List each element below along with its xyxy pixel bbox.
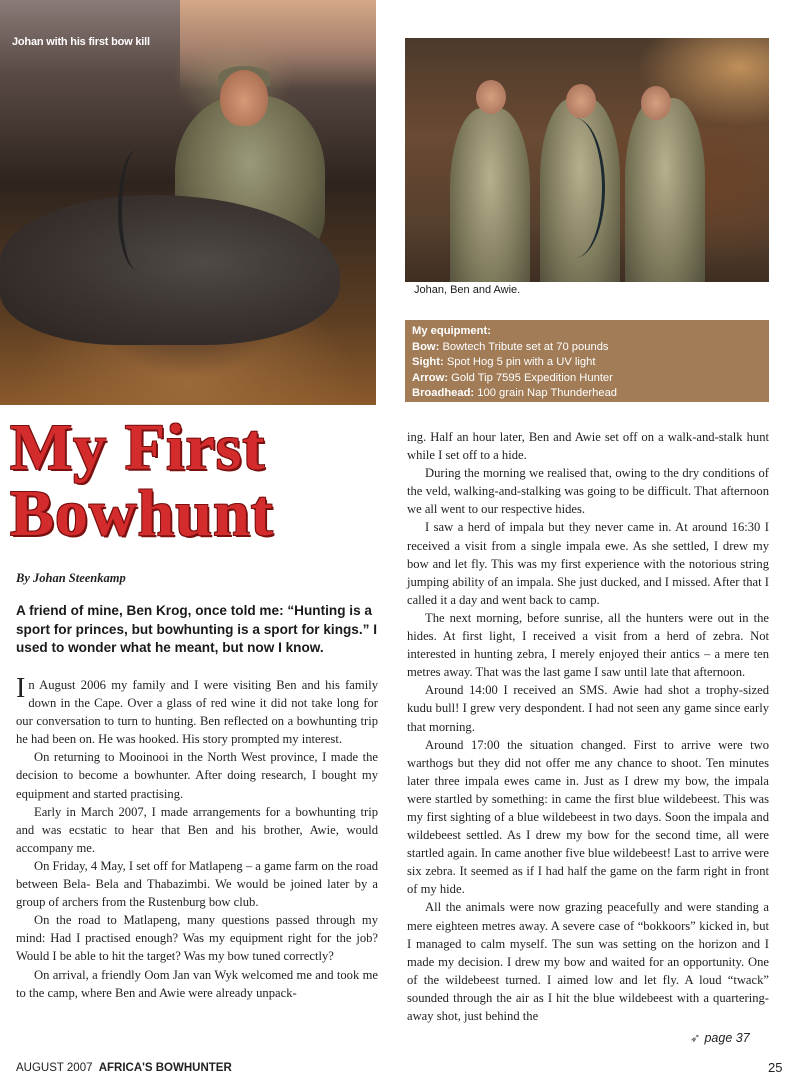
magazine-name: AFRICA'S BOWHUNTER	[98, 1062, 232, 1074]
equipment-label: Arrow:	[412, 371, 449, 384]
equipment-title: My equipment:	[412, 325, 491, 337]
body-column-left	[16, 673, 379, 1002]
continued-on-link[interactable]	[690, 1030, 750, 1045]
equipment-label: Bow:	[412, 340, 440, 353]
body-paragraph: I saw a herd of impala but they never came in. At around 16:30 I received a visit from a single impala ewe. As she settled, I drew my bow and let fly. This was my first experience with the notorious string jumping ability of an impala. She just ducked, and I missed. After that I called it a day and went back to camp.	[407, 520, 769, 607]
equipment-row	[412, 355, 762, 371]
title-line: My First	[10, 411, 266, 484]
body-column-right	[407, 428, 769, 1025]
body-paragraph: During the morning we realised that, owing to the dry conditions of the veld, walking-and-stalking was going to be difficult. That afternoon we all went to our respective hides.	[407, 466, 769, 517]
equipment-label: Broadhead:	[412, 387, 475, 400]
body-paragraph: On Friday, 4 May, I set off for Matlapeng – a game farm on the road between Bela- Bela and Thabazimbi. We would be joined later by a group of archers from the Rustenburg bow club.	[16, 858, 379, 910]
hunter-awie	[625, 98, 705, 282]
hunter-johan	[450, 108, 530, 282]
dropcap: I	[16, 673, 26, 704]
body-paragraph: ing. Half an hour later, Ben and Awie set off on a walk-and-stalk hunt while I set off to a hide.	[407, 430, 769, 463]
equipment-label: Sight:	[412, 356, 444, 369]
title-line: Bowhunt	[10, 477, 274, 550]
body-paragraph	[16, 673, 378, 748]
equipment-row	[412, 340, 762, 356]
photo-main-caption: Johan with his first bow kill	[12, 36, 150, 48]
equipment-value: Bowtech Tribute set at 70 pounds	[442, 340, 609, 353]
body-paragraph: On the road to Matlapeng, many questions passed through my mind: Had I practised enough? Was my equipment right for the job? Would I be able to hit the target? Was my bow tuned correctly?	[16, 913, 378, 964]
bow-shape	[118, 150, 156, 270]
body-paragraph: All the animals were now grazing peacefully and were standing a mere eighteen metres away. A severe case of “bokkoors” kicked in, but I managed to calm myself. The sun was setting on the horizon and I made my decision. I drew my bow and waited for an opportunity. One of the wildebeest turned. I aimed low and let fly. A loud “twack” sounded through the air as I hit the blue wildebeest with a quartering-away shot, just behind the	[407, 900, 769, 1023]
arrow-hunter-icon: ➶	[690, 1031, 701, 1045]
sky-glow	[180, 0, 376, 90]
page-footer	[16, 1062, 232, 1074]
body-paragraph: On arrival, a friendly Oom Jan van Wyk welcomed me and took me to the camp, where Ben and Awie were already unpack-	[16, 967, 378, 1000]
body-paragraph: The next morning, before sunrise, all the hunters were out in the hides. At first light, I received a visit from a herd of zebra. Not interested in hunting zebra, I merely enjoyed their antics – a mere ten metres away. That was the last game I saw until late that afternoon.	[407, 610, 769, 680]
three-hunters-photo	[405, 38, 769, 282]
body-paragraph: Around 17:00 the situation changed. First to arrive were two warthogs but they did not offer me any chance to shoot. Ten minutes later three impala ewes came in. Just as I drew my bow, the impala were startled by something: in came the first blue wildebeest. This was my first sighting of a blue wildebeest in two days. Soon the impala and wildebeest settled. As I drew my bow for the second time, all were startled again. In came another five blue wildebeest! Last to arrive were six zebra. It seemed as if I had half the game on the farm right in front of my hide.	[407, 737, 769, 897]
equipment-row	[412, 386, 762, 402]
page-number: 25	[768, 1060, 783, 1075]
intro-paragraph: A friend of mine, Ben Krog, once told me: “Hunting is a sport for princes, but bowhunting is a sport for kings.” I used to wonder what he meant, but now I know.	[16, 603, 377, 655]
body-paragraph: On returning to Mooinooi in the North West province, I made the decision to become a bowhunter. After doing research, I bought my equipment and started practising.	[16, 750, 378, 801]
continued-page: page 37	[704, 1031, 750, 1045]
equipment-box	[405, 320, 769, 402]
photo-second-caption: Johan, Ben and Awie.	[414, 284, 521, 296]
article-title	[10, 411, 380, 550]
face-ben	[566, 84, 596, 118]
issue-date: AUGUST 2007	[16, 1062, 93, 1074]
paragraph-text: n August 2006 my family and I were visiting Ben and his family down in the Cape. Over a glass of red wine it did not take long for our conversation to turn to hunting. Ben reflected on a bowhunting trip he had been on. He was hooked. His story prompted my interest.	[16, 678, 378, 747]
equipment-value: 100 grain Nap Thunderhead	[477, 387, 618, 400]
hunter-head	[220, 70, 268, 126]
face-johan	[476, 80, 506, 114]
hunter-with-wildebeest-photo	[0, 0, 376, 405]
body-paragraph: Around 14:00 I received an SMS. Awie had shot a trophy-sized kudu bull! I grew very despondent. I had not seen any game since early that morning.	[407, 683, 769, 734]
equipment-value: Spot Hog 5 pin with a UV light	[446, 356, 596, 369]
face-awie	[641, 86, 671, 120]
bow-shape	[545, 118, 605, 258]
body-paragraph: Early in March 2007, I made arrangements for a bowhunting trip and was ecstatic to hear that Ben and his brother, Awie, would accompany me.	[16, 804, 378, 855]
byline: By Johan Steenkamp	[16, 571, 126, 585]
equipment-row	[412, 371, 762, 387]
equipment-value: Gold Tip 7595 Expedition Hunter	[451, 371, 613, 384]
